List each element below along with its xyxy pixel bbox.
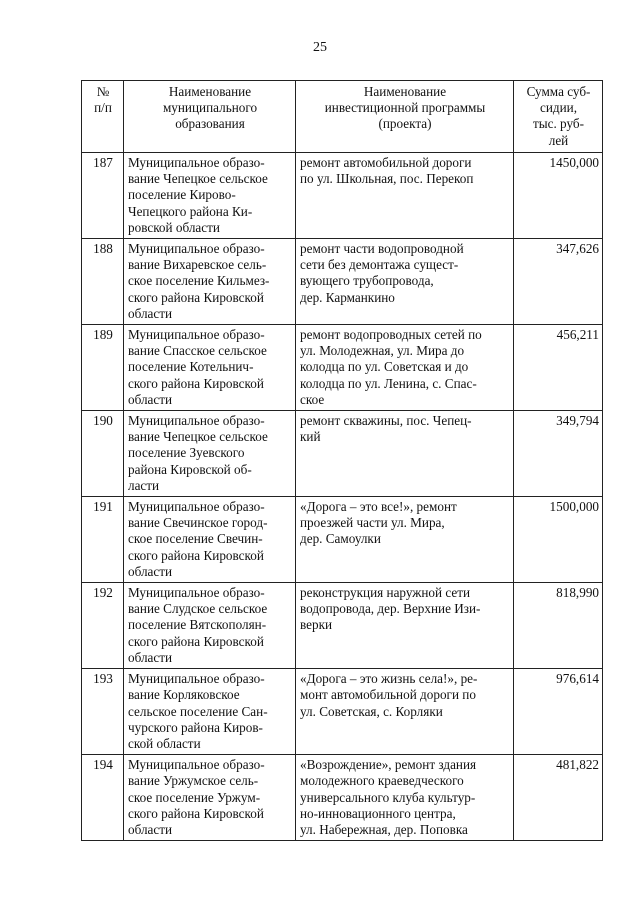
row-municipality: Муниципальное образо- вание Корляковское сельское поселение Сан- чурского района Киров- ской области [124,669,296,755]
row-program: ремонт части водопроводной сети без демонтажа сущест- вующего трубопровода, дер. Карманкино [296,239,514,325]
row-number: 189 [82,325,124,411]
header-program: Наименование инвестиционной программы (проекта) [296,81,514,153]
header-number: № п/п [82,81,124,153]
row-subsidy-sum: 1500,000 [514,497,603,583]
table-header-row [82,81,603,153]
table-row [82,755,603,841]
row-municipality: Муниципальное образо- вание Уржумское сель- ское поселение Уржум- ского района Кировской области [124,755,296,841]
table-row [82,497,603,583]
row-subsidy-sum: 1450,000 [514,153,603,239]
row-number: 188 [82,239,124,325]
row-program: ремонт автомобильной дороги по ул. Школьная, пос. Перекоп [296,153,514,239]
table-row [82,411,603,497]
subsidy-table [81,80,603,841]
row-subsidy-sum: 976,614 [514,669,603,755]
row-program: «Возрождение», ремонт здания молодежного краеведческого универсального клуба культур- но-инновационного центра, ул. Набережная, дер. Поповка [296,755,514,841]
page-number: 25 [313,40,327,55]
row-program: ремонт водопроводных сетей по ул. Молодежная, ул. Мира до колодца по ул. Советская и до колодца по ул. Ленина, с. Спас- ское [296,325,514,411]
row-subsidy-sum: 347,626 [514,239,603,325]
row-municipality: Муниципальное образо- вание Вихаревское сель- ское поселение Кильмез- ского района Кировской области [124,239,296,325]
row-number: 190 [82,411,124,497]
row-number: 192 [82,583,124,669]
row-program: реконструкция наружной сети водопровода, дер. Верхние Изи- верки [296,583,514,669]
row-program: ремонт скважины, пос. Чепец- кий [296,411,514,497]
row-subsidy-sum: 349,794 [514,411,603,497]
table-row [82,325,603,411]
row-program: «Дорога – это жизнь села!», ре- монт автомобильной дороги по ул. Советская, с. Корляки [296,669,514,755]
row-subsidy-sum: 818,990 [514,583,603,669]
row-municipality: Муниципальное образо- вание Свечинское город- ское поселение Свечин- ского района Кировской области [124,497,296,583]
table-row [82,153,603,239]
row-number: 191 [82,497,124,583]
row-municipality: Муниципальное образо- вание Спасское сельское поселение Котельнич- ского района Кировской области [124,325,296,411]
row-number: 194 [82,755,124,841]
table-row [82,239,603,325]
row-number: 193 [82,669,124,755]
row-number: 187 [82,153,124,239]
row-municipality: Муниципальное образо- вание Слудское сельское поселение Вятскополян- ского района Кировской области [124,583,296,669]
table-row [82,669,603,755]
row-subsidy-sum: 456,211 [514,325,603,411]
row-subsidy-sum: 481,822 [514,755,603,841]
header-municipality: Наименование муниципального образования [124,81,296,153]
header-subsidy-sum: Сумма суб- сидии, тыс. руб- лей [514,81,603,153]
table-row [82,583,603,669]
row-municipality: Муниципальное образо- вание Чепецкое сельское поселение Кирово- Чепецкого района Ки- ровской области [124,153,296,239]
row-program: «Дорога – это все!», ремонт проезжей части ул. Мира, дер. Самоулки [296,497,514,583]
row-municipality: Муниципальное образо- вание Чепецкое сельское поселение Зуевского района Кировской об- ласти [124,411,296,497]
